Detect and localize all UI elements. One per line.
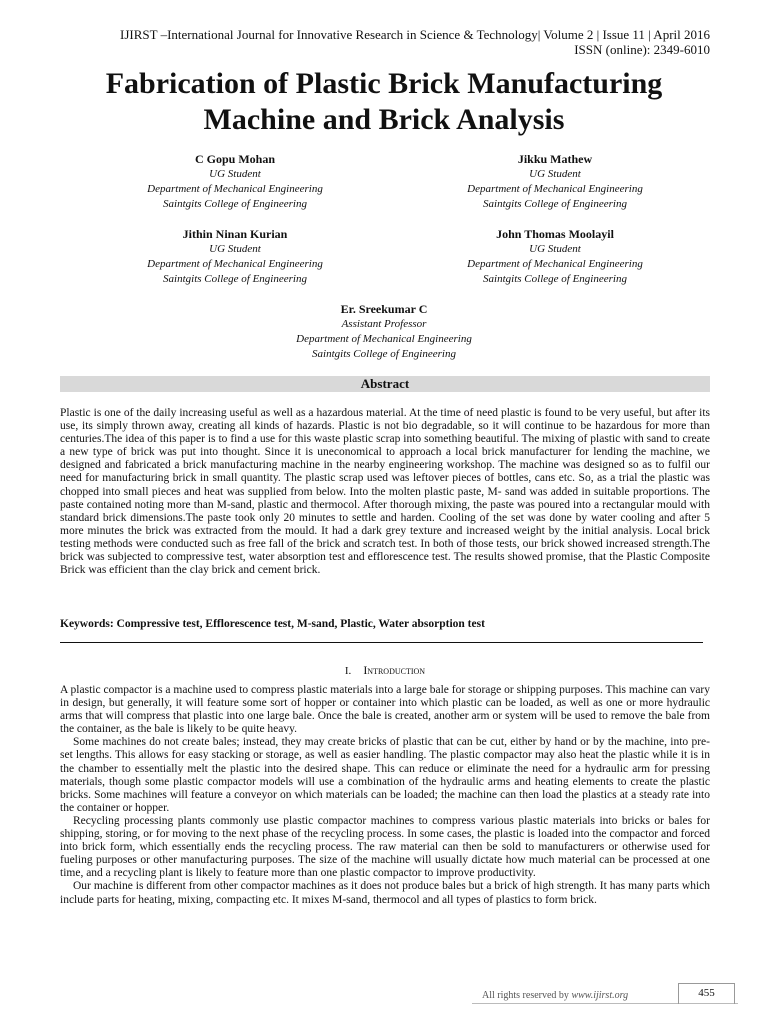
journal-header (120, 27, 710, 57)
author-institution: Saintgits College of Engineering (163, 273, 307, 285)
author-block (60, 152, 410, 212)
introduction-body (60, 684, 710, 907)
abstract-text: Plastic is one of the daily increasing useful as well as a hazardous material. At the time of need plastic is found to be very useful, but after its use, its simply thrown away, creating all kinds of hazards. Plastic is not bio degradable, so it will continue to be hazardous for more than centuries.The idea of this paper is to find a use for this waste plastic scrap into something beautiful. The mixing of plastic with sand to create a new type of brick was put into thought. Since it is uneconomical to approach a local brick manufacturer for lending the machine, we designed and fabricated a brick manufacturing machine in the nearby engineering workshop. The machine was designed so as to fulfil our need for manufacturing brick in small quantity. The plastic scrap used was leftover pieces of bottles, cans etc. So, as a trial the plastic was chopped into small pieces and heat was supplied from below. Into the molten plastic paste, M- sand was added in suitable proportions. The paste contained noting more than M-sand, plastic and thermocol. After thorough mixing, the paste was poured into a rectangular mould with standard brick dimensions.The paste took only 20 minutes to settle and harden. Cooling of the set was done by water cooling and after 5 more minutes the brick was extracted from the mould. It had a dark grey texture and increased weight by the initial analysis. Local brick testing methods were conducted such as free fall of the brick and scratch test. In both of those tests, our brick showed increased strength.The brick was subjected to compressive test, water absorption test and efflorescence test. The results showed promise, that the Plastic Composite Brick was efficient than the clay brick and cement brick. (60, 407, 710, 577)
author-name: Jikku Mathew (517, 152, 593, 166)
author-institution: Saintgits College of Engineering (483, 273, 627, 285)
author-institution: Saintgits College of Engineering (483, 198, 627, 210)
section-number: I. (344, 665, 352, 677)
author-role: UG Student (209, 243, 261, 255)
body-paragraph: Our machine is different from other compactor machines as it does not produce bales but a brick of high strength. It has many parts which include parts for heating, mixing, compacting etc. It mixes M-sand, thermocol and all types of plastics to form brick. (60, 880, 710, 906)
author-department: Department of Mechanical Engineering (147, 183, 323, 195)
author-department: Department of Mechanical Engineering (467, 258, 643, 270)
author-role: UG Student (529, 168, 581, 180)
title-line-1: Fabrication of Plastic Brick Manufacturing (105, 67, 663, 100)
abstract-heading: Abstract (60, 376, 710, 392)
author-name: Er. Sreekumar C (340, 302, 428, 316)
author-department: Department of Mechanical Engineering (467, 183, 643, 195)
footer-rights-text: All rights reserved by (482, 990, 569, 1001)
author-block (380, 152, 730, 212)
section-heading (60, 663, 710, 678)
author-role: UG Student (529, 243, 581, 255)
author-block (60, 227, 410, 287)
author-institution: Saintgits College of Engineering (312, 348, 456, 360)
body-paragraph: Some machines do not create bales; instead, they may create bricks of plastic that can be cut, either by hand or by the machine, into pre-set lengths. This allows for easy stacking or storage, as well as easier handling. The plastic compactor may also heat the plastic while it is in the chamber to essentially melt the plastic into the desired shape. This can reduce or eliminate the need for a hydraulic arm for pressing materials, though some plastic compactor models will use a combination of the hydraulic arms and heating elements to create the plastic bricks. Some machines will feature a conveyor on which materials can be loaded; the machine can then load the plastics at a steady rate into the container or hopper. (60, 736, 710, 814)
section-title: Introduction (363, 663, 426, 677)
author-role: Assistant Professor (341, 318, 427, 330)
author-department: Department of Mechanical Engineering (147, 258, 323, 270)
author-name: C Gopu Mohan (194, 152, 276, 166)
section-divider (60, 642, 703, 643)
body-paragraph: A plastic compactor is a machine used to compress plastic materials into a large bale for storage or shipping purposes. This machine can vary in design, but generally, it will feature some sort of hopper or container into which plastic can be loaded, as well as one or more hydraulic arms that will compress that plastic into one large bale. Once the bale is created, another arm or system will be used to remove the bale from the container, as the bale is likely to be quite heavy. (60, 684, 710, 736)
author-block (380, 227, 730, 287)
author-block (209, 302, 559, 362)
title-line-2: Machine and Brick Analysis (203, 103, 565, 136)
author-role: UG Student (209, 168, 261, 180)
journal-line: IJIRST –International Journal for Innovative Research in Science & Technology| Volume 2 | Issue 11 | April 2016 (120, 27, 710, 42)
paper-title (60, 66, 708, 138)
footer-site-link[interactable]: www.ijirst.org (571, 990, 629, 1001)
author-institution: Saintgits College of Engineering (163, 198, 307, 210)
page-number: 455 (678, 983, 735, 1004)
author-name: Jithin Ninan Kurian (182, 227, 288, 241)
body-paragraph: Recycling processing plants commonly use plastic compactor machines to compress various plastic materials into bricks or bales for shipping, storing, or for moving to the next phase of the recycling process. In some cases, the plastic is loaded into the compactor and forced into brick form, which essentially ends the recycling process. The raw material can then be sold to manufacturers or otherwise used for fueling purposes or other manufacturing purposes. The size of the machine will usually dictate how much material can be processed at one time, and a recycling plant is likely to feature more than one plastic compactor to improve productivity. (60, 814, 710, 880)
author-name: John Thomas Moolayil (496, 227, 614, 241)
issn-line: ISSN (online): 2349-6010 (574, 42, 710, 57)
keywords: Keywords: Compressive test, Efflorescence test, M-sand, Plastic, Water absorption test (60, 618, 485, 630)
footer-rights (482, 990, 628, 1001)
author-department: Department of Mechanical Engineering (296, 333, 472, 345)
